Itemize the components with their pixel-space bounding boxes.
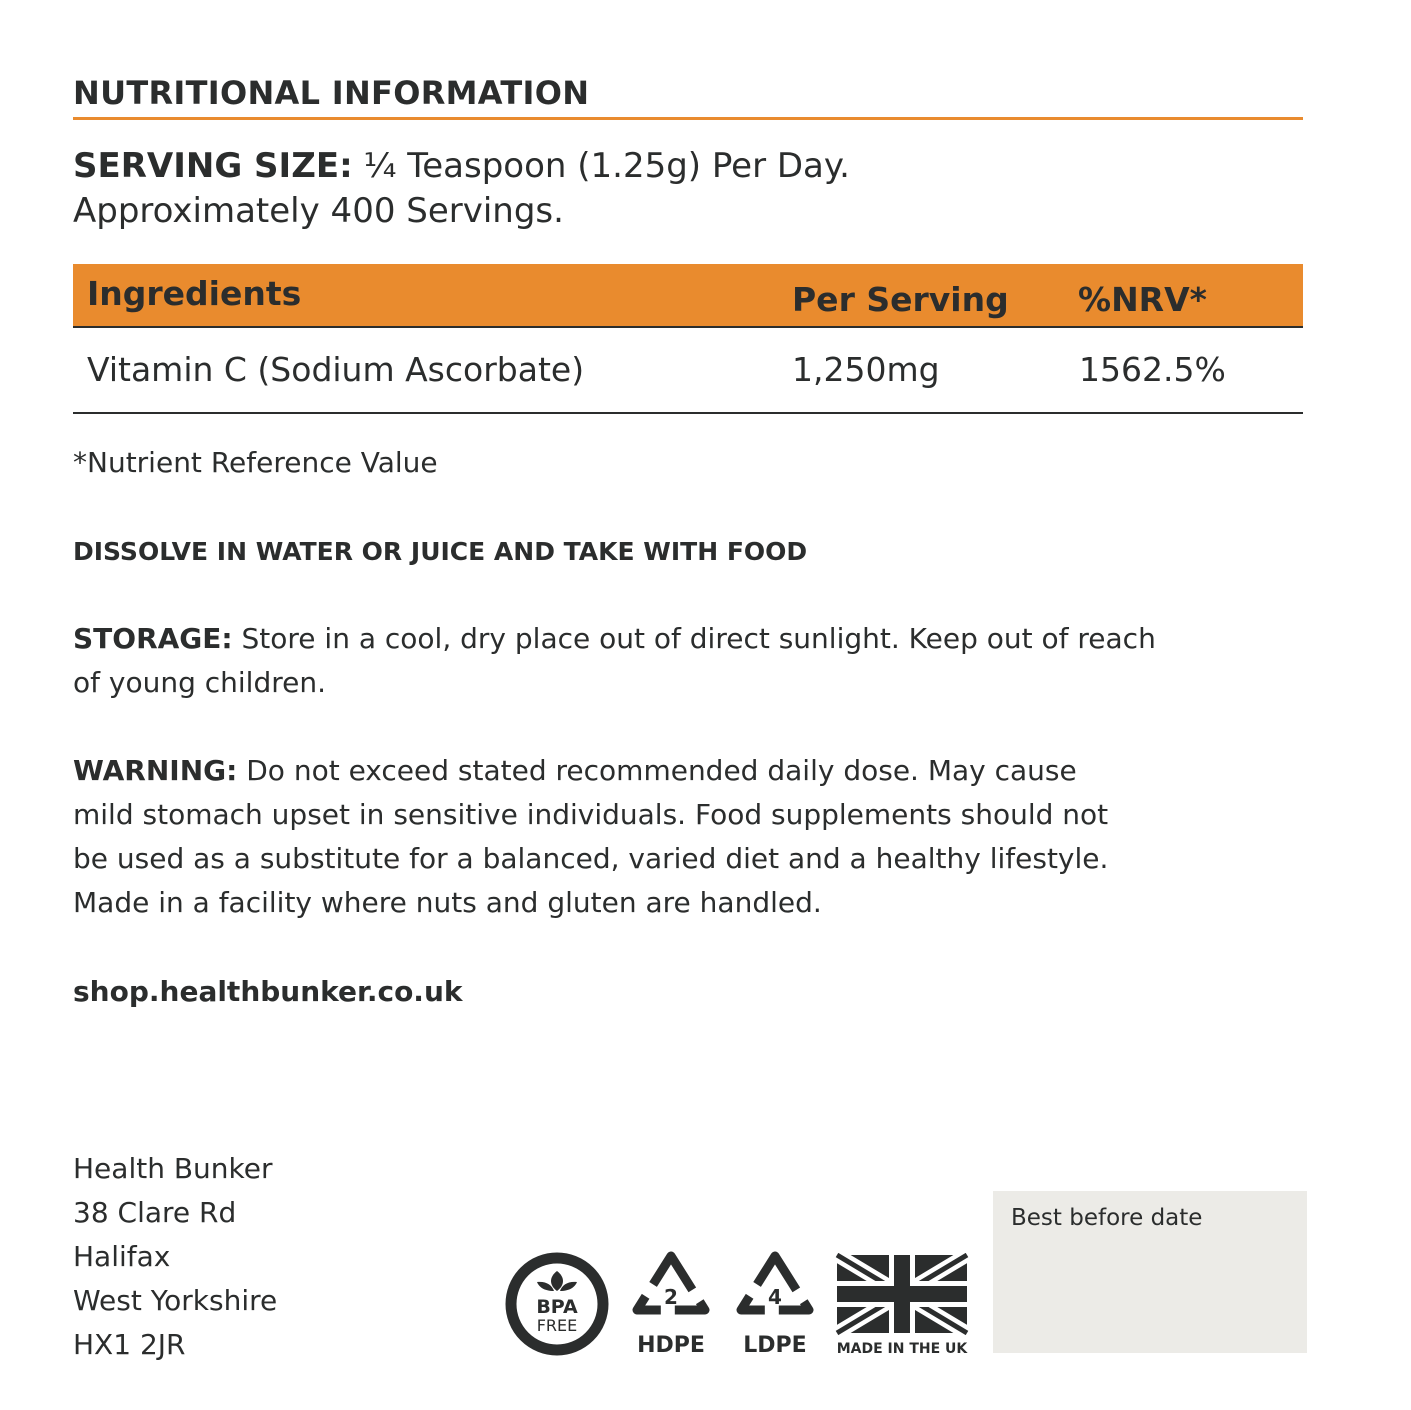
footnote: *Nutrient Reference Value bbox=[73, 446, 438, 479]
address-line: HX1 2JR bbox=[73, 1328, 186, 1361]
storage-body: Store in a cool, dry place out of direct sunlight. Keep out of reach of young children. bbox=[73, 622, 1156, 699]
warning-text bbox=[73, 749, 1143, 925]
website-link[interactable]: shop.healthbunker.co.uk bbox=[73, 975, 463, 1008]
address bbox=[73, 1147, 277, 1367]
cell-ingredient: Vitamin C (Sodium Ascorbate) bbox=[87, 350, 585, 389]
hdpe-number: 2 bbox=[664, 1285, 678, 1309]
header-per-serving: Per Serving bbox=[792, 280, 1009, 319]
address-line: Health Bunker bbox=[73, 1152, 273, 1185]
address-line: West Yorkshire bbox=[73, 1284, 278, 1317]
serving-count: Approximately 400 Servings. bbox=[73, 191, 564, 231]
dissolve-instruction: DISSOLVE IN WATER OR JUICE AND TAKE WITH FOOD bbox=[73, 537, 808, 566]
hdpe-label: HDPE bbox=[637, 1333, 705, 1358]
table-row bbox=[73, 328, 1303, 414]
serving-label: SERVING SIZE: bbox=[73, 146, 353, 186]
address-line: Halifax bbox=[73, 1240, 171, 1273]
title-divider bbox=[73, 117, 1303, 120]
cell-nrv: 1562.5% bbox=[1079, 350, 1226, 389]
bpa-free-icon bbox=[504, 1251, 610, 1357]
hdpe-recycle-icon bbox=[625, 1248, 717, 1358]
union-jack-icon bbox=[835, 1253, 969, 1357]
storage-label: STORAGE: bbox=[73, 622, 233, 655]
ldpe-number: 4 bbox=[768, 1285, 782, 1309]
bpa-text: BPA bbox=[536, 1296, 578, 1318]
ldpe-recycle-icon bbox=[729, 1248, 821, 1358]
header-nrv: %NRV* bbox=[1078, 280, 1207, 319]
free-text: FREE bbox=[536, 1316, 578, 1335]
made-in-uk-label: MADE IN THE UK bbox=[836, 1341, 968, 1357]
warning-body: Do not exceed stated recommended daily dose. May cause mild stomach upset in sensitive individuals. Food supplements should not be used as a substitute for a balanced, varied diet and a healthy lifestyle. Made in a facility where nuts and gluten are handled. bbox=[73, 754, 1109, 919]
serving-size bbox=[73, 144, 850, 234]
address-line: 38 Clare Rd bbox=[73, 1196, 237, 1229]
best-before-label: Best before date bbox=[1011, 1205, 1203, 1231]
best-before-box bbox=[993, 1191, 1307, 1353]
warning-label: WARNING: bbox=[73, 754, 238, 787]
table-header bbox=[73, 264, 1303, 328]
ldpe-label: LDPE bbox=[743, 1333, 807, 1358]
storage-text bbox=[73, 617, 1163, 705]
serving-text: ¼ Teaspoon (1.25g) Per Day. bbox=[352, 146, 850, 186]
page-title: NUTRITIONAL INFORMATION bbox=[73, 74, 590, 112]
cell-per-serving: 1,250mg bbox=[792, 350, 940, 389]
header-ingredients: Ingredients bbox=[87, 274, 302, 313]
